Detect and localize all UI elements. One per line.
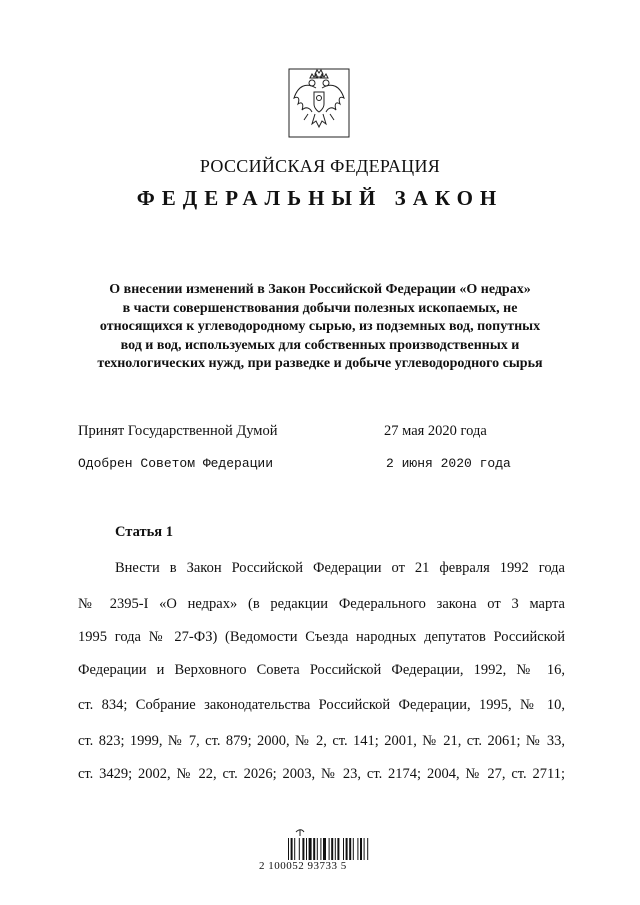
law-title-line: вод и вод, используемых для собственных производственных и	[120, 337, 520, 353]
law-title-line: в части совершенствования добычи полезных ископаемых, не	[122, 300, 518, 316]
duma-adoption-label: Принят Государственной Думой	[78, 423, 278, 439]
law-title-line: О внесении изменений в Закон Российской Федерации «О недрах»	[109, 282, 531, 297]
duma-adoption-date: 27 мая 2020 года	[384, 423, 487, 439]
article-text-line: ст. 3429; 2002, № 22, ст. 2026; 2003, № 23, ст. 2174; 2004, № 27, ст. 2711;	[78, 766, 565, 782]
coat-of-arms-icon	[288, 68, 350, 138]
article-text-line: ст. 834; Собрание законодательства Российской Федерации, 1995, № 10,	[78, 697, 565, 713]
law-title	[60, 281, 580, 374]
council-approval-date: 2 июня 2020 года	[386, 456, 511, 471]
article-heading: Статья 1	[115, 524, 173, 540]
article-text-line: ст. 823; 1999, № 7, ст. 879; 2000, № 2, ст. 141; 2001, № 21, ст. 2061; № 33,	[78, 733, 565, 749]
law-type-heading: ФЕДЕРАЛЬНЫЙ ЗАКОН	[136, 186, 504, 210]
country-name: РОССИЙСКАЯ ФЕДЕРАЦИЯ	[199, 156, 441, 176]
article-text-line: № 2395-I «О недрах» (в редакции Федерального закона от 3 марта	[78, 596, 565, 612]
council-approval-label: Одобрен Советом Федерации	[78, 456, 274, 471]
law-title-line: технологических нужд, при разведке и добыче углеводородного сырья	[97, 356, 543, 371]
law-title-line: относящихся к углеводородному сырью, из подземных вод, попутных	[99, 319, 541, 334]
article-text-line: 1995 года № 27-ФЗ) (Ведомости Съезда народных депутатов Российской	[78, 629, 565, 645]
article-text-line: Внести в Закон Российской Федерации от 21 февраля 1992 года	[115, 560, 565, 576]
article-text-line: Федерации и Верховного Совета Российской Федерации, 1992, № 16,	[78, 662, 565, 678]
barcode-number: 2 100052 93733 5	[259, 860, 347, 872]
